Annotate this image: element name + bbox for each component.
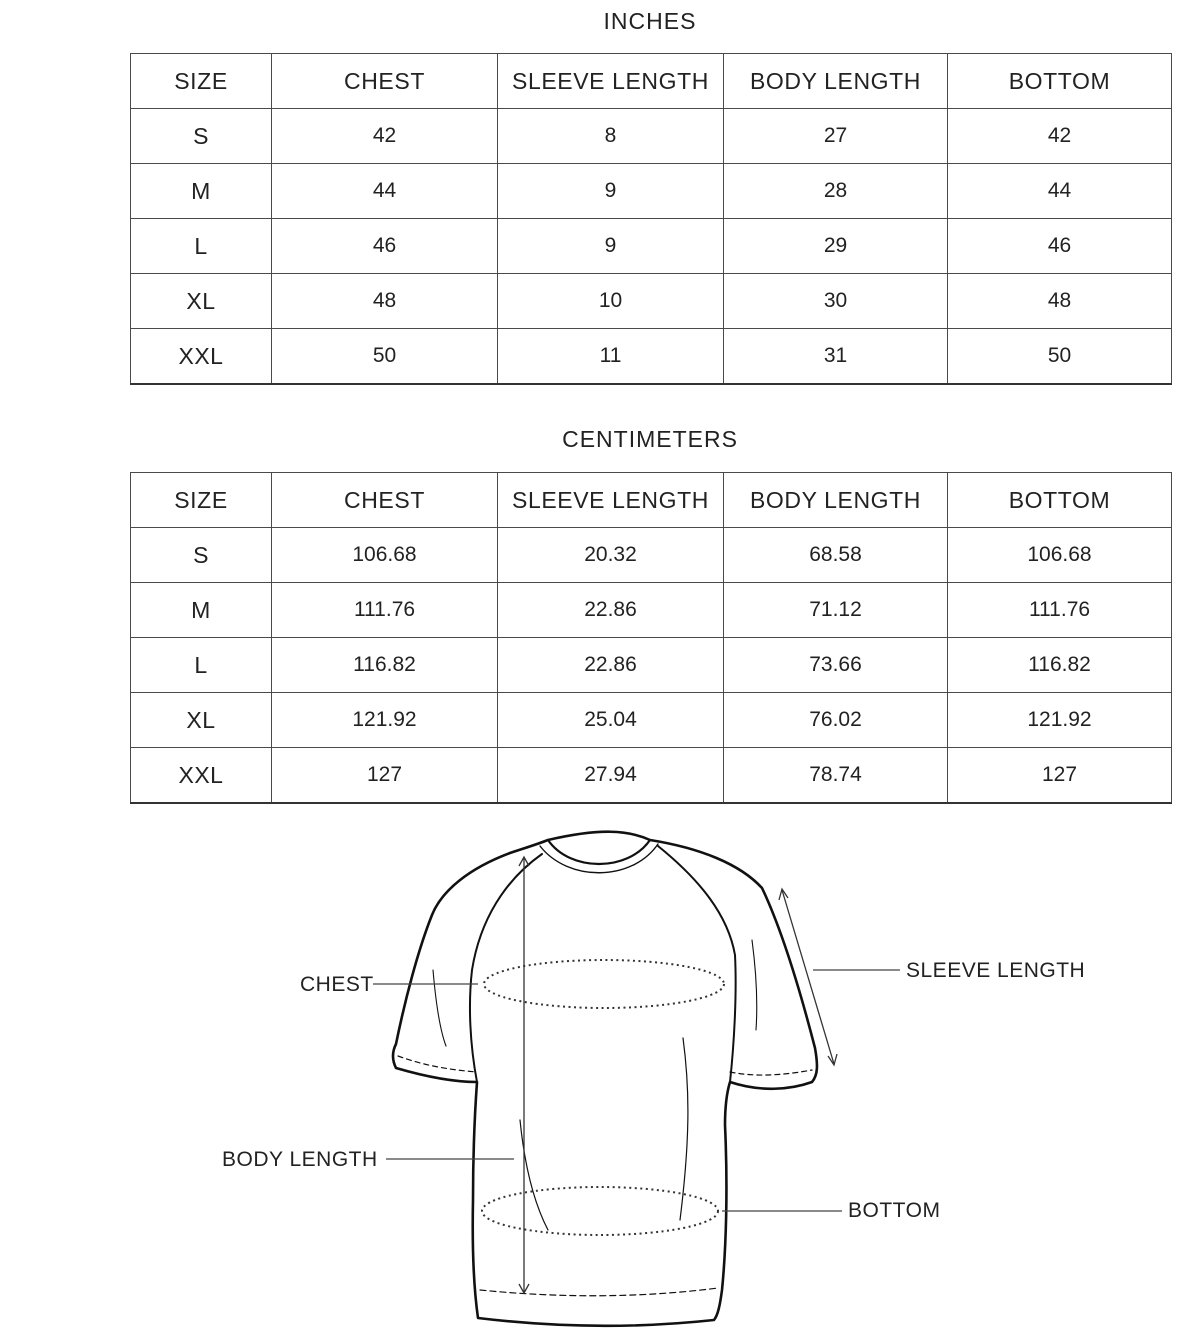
leader-lines: [373, 970, 900, 1211]
chest-label: CHEST: [300, 973, 374, 996]
size-cell: XL: [131, 693, 272, 748]
size-cell: M: [131, 583, 272, 638]
chest-cell: 111.76: [272, 583, 498, 638]
tshirt-measurement-diagram: [0, 820, 1200, 1340]
sleeve-length-cell: 11: [498, 329, 724, 385]
chest-cell: 106.68: [272, 528, 498, 583]
size-cell: S: [131, 528, 272, 583]
size-cell: M: [131, 164, 272, 219]
header-bottom: BOTTOM: [948, 54, 1172, 109]
bottom-cell: 121.92: [948, 693, 1172, 748]
inches-title: INCHES: [603, 8, 697, 34]
bottom-cell: 111.76: [948, 583, 1172, 638]
chest-cell: 127: [272, 748, 498, 804]
chest-cell: 121.92: [272, 693, 498, 748]
bottom-cell: 106.68: [948, 528, 1172, 583]
table-row: [131, 164, 1172, 219]
body-length-cell: 28: [724, 164, 948, 219]
size-cell: L: [131, 219, 272, 274]
size-cell: XL: [131, 274, 272, 329]
body-length-cell: 73.66: [724, 638, 948, 693]
table-row: [131, 583, 1172, 638]
left-sleeve-hem: [398, 1056, 477, 1072]
sleeve-length-cell: 25.04: [498, 693, 724, 748]
size-cell: L: [131, 638, 272, 693]
body-length-cell: 31: [724, 329, 948, 385]
body-length-cell: 71.12: [724, 583, 948, 638]
fold-line: [680, 1038, 688, 1220]
chest-cell: 46: [272, 219, 498, 274]
body-length-cell: 29: [724, 219, 948, 274]
centimeters-size-table: [130, 472, 1172, 804]
header-chest: CHEST: [272, 473, 498, 528]
header-size: SIZE: [131, 473, 272, 528]
chest-cell: 116.82: [272, 638, 498, 693]
table-row: [131, 638, 1172, 693]
table-header-row: [131, 473, 1172, 528]
sleeve-length-cell: 22.86: [498, 638, 724, 693]
size-cell: XXL: [131, 748, 272, 804]
bottom-hem-stitch: [480, 1288, 718, 1296]
centimeters-title: CENTIMETERS: [562, 426, 738, 452]
tshirt-collar-outer: [548, 840, 650, 864]
bottom-cell: 46: [948, 219, 1172, 274]
body-length-cell: 30: [724, 274, 948, 329]
chest-cell: 50: [272, 329, 498, 385]
body-length-cell: 78.74: [724, 748, 948, 804]
table-header-row: [131, 54, 1172, 109]
bottom-cell: 48: [948, 274, 1172, 329]
header-size: SIZE: [131, 54, 272, 109]
inches-size-table: [130, 53, 1172, 385]
body-length-label: BODY LENGTH: [222, 1148, 378, 1171]
header-chest: CHEST: [272, 54, 498, 109]
sleeve-length-cell: 22.86: [498, 583, 724, 638]
header-body-length: BODY LENGTH: [724, 473, 948, 528]
size-cell: XXL: [131, 329, 272, 385]
table-row: [131, 748, 1172, 804]
header-bottom: BOTTOM: [948, 473, 1172, 528]
body-length-cell: 76.02: [724, 693, 948, 748]
right-sleeve-hem: [730, 1070, 812, 1075]
bottom-cell: 50: [948, 329, 1172, 385]
chest-cell: 44: [272, 164, 498, 219]
header-sleeve-length: SLEEVE LENGTH: [498, 473, 724, 528]
measurement-marks: [482, 857, 837, 1293]
bottom-cell: 44: [948, 164, 1172, 219]
body-length-cell: 27: [724, 109, 948, 164]
bottom-cell: 42: [948, 109, 1172, 164]
tshirt-collar-inner: [540, 844, 658, 873]
sleeve-length-cell: 9: [498, 219, 724, 274]
tshirt-outline: [393, 832, 817, 1326]
left-raglan-seam: [470, 854, 542, 1082]
header-sleeve-length: SLEEVE LENGTH: [498, 54, 724, 109]
sleeve-length-arrow-line: [782, 890, 834, 1064]
table-row: [131, 329, 1172, 385]
right-raglan-seam: [658, 846, 736, 1082]
sleeve-length-cell: 10: [498, 274, 724, 329]
fold-line: [433, 970, 446, 1046]
sleeve-length-label: SLEEVE LENGTH: [906, 959, 1086, 982]
size-cell: S: [131, 109, 272, 164]
table-row: [131, 693, 1172, 748]
chest-measure-ellipse: [484, 960, 724, 1008]
fold-line: [752, 940, 757, 1030]
header-body-length: BODY LENGTH: [724, 54, 948, 109]
bottom-cell: 116.82: [948, 638, 1172, 693]
sleeve-length-cell: 8: [498, 109, 724, 164]
table-row: [131, 528, 1172, 583]
table-row: [131, 109, 1172, 164]
bottom-cell: 127: [948, 748, 1172, 804]
tshirt-illustration: [393, 832, 817, 1326]
bottom-label: BOTTOM: [848, 1199, 941, 1222]
table-row: [131, 274, 1172, 329]
chest-cell: 42: [272, 109, 498, 164]
table-row: [131, 219, 1172, 274]
body-length-cell: 68.58: [724, 528, 948, 583]
sleeve-length-cell: 27.94: [498, 748, 724, 804]
sleeve-length-cell: 20.32: [498, 528, 724, 583]
chest-cell: 48: [272, 274, 498, 329]
sleeve-length-cell: 9: [498, 164, 724, 219]
